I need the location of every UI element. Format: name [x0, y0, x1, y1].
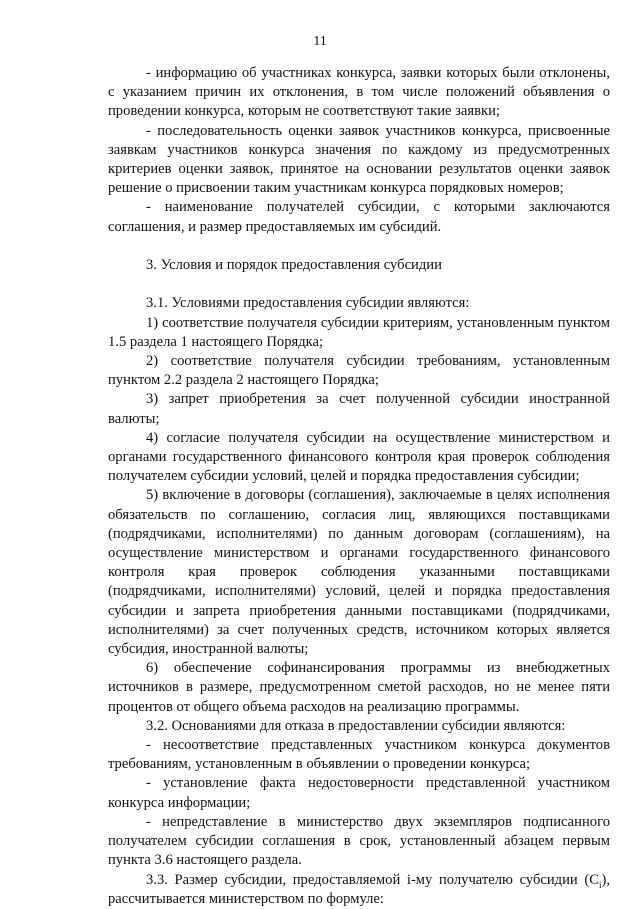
- formula-intro-before: 3.3. Размер субсидии, предоставляемой i-му получателю субсидии (С: [146, 871, 599, 888]
- blank-line: [108, 275, 610, 294]
- paragraph: 2) соответствие получателя субсидии требованиям, установленным пунктом 2.2 раздела 2 настоящего Порядка;: [108, 353, 610, 389]
- section-heading: 3. Условия и порядок предоставления субсидии: [146, 257, 442, 274]
- paragraph: 1) соответствие получателя субсидии критериям, установленным пунктом 1.5 раздела 1 настоящего Порядка;: [108, 314, 610, 350]
- paragraph: 6) обеспечение софинансирования программы из внебюджетных источников в размере, предусмотренном сметой расходов, но не менее пяти процентов от общего объема расходов на реализацию программы.: [108, 660, 610, 715]
- paragraph: 5) включение в договоры (соглашения), заключаемые в целях исполнения обязательств по соглашению, согласия лиц, являющихся поставщиками (подрядчиками, исполнителями) по данным договорам (соглашениям), на осуществление министерством и органами государственного финансового контроля края проверок соблюдения указанными поставщиками (подрядчиками, исполнителями) условий, целей и порядка предоставления субсидии и запрета приобретения данными поставщиками (подрядчиками, исполнителями) за счет полученных средств, источником которых является субсидия, иностранной валюты;: [108, 487, 610, 658]
- paragraph: - установление факта недостоверности представленной участником конкурса информации;: [108, 775, 610, 811]
- paragraph: 3) запрет приобретения за счет полученной субсидии иностранной валюты;: [108, 391, 610, 427]
- paragraph: 3.2. Основаниями для отказа в предоставлении субсидии являются:: [146, 717, 566, 734]
- paragraph: 3.1. Условиями предоставления субсидии являются:: [146, 295, 470, 312]
- page-number: 11: [313, 34, 327, 49]
- formula-intro-after: ), рассчитывается министерством по формуле:: [108, 871, 610, 907]
- formula-intro-paragraph: [108, 871, 610, 909]
- subscript-i: i: [598, 879, 602, 890]
- paragraph: - непредставление в министерство двух экземпляров подписанного получателем субсидии соглашения в срок, установленный абзацем первым пункта 3.6 настоящего раздела.: [108, 813, 610, 869]
- paragraph: - несоответствие представленных участником конкурса документов требованиям, установленным в объявлении о проведении конкурса;: [108, 737, 610, 773]
- blank-line: [108, 237, 610, 256]
- paragraph: 4) согласие получателя субсидии на осуществление министерством и органами государственного финансового контроля края проверок соблюдения получателем субсидии условий, целей и порядка предоставления субсидии;: [108, 429, 610, 485]
- paragraph: - информацию об участниках конкурса, заявки которых были отклонены, с указанием причин их отклонения, в том числе положений объявления о проведении конкурса, которым не соответствуют такие заявки;: [108, 65, 610, 120]
- paragraph: - последовательность оценки заявок участников конкурса, присвоенные заявкам участников конкурса значения по каждому из предусмотренных критериев оценки заявок, принятое на основании результатов оценки заявок решение о присвоении таким участникам конкурса порядковых номеров;: [108, 122, 610, 197]
- document-body: [108, 64, 610, 909]
- paragraph: - наименование получателей субсидии, с которыми заключаются соглашения, и размер предоставляемых им субсидий.: [108, 199, 610, 235]
